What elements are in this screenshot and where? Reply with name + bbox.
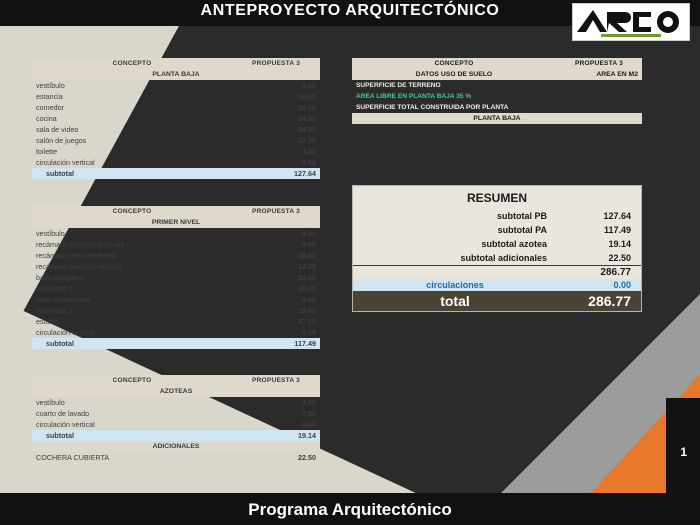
table-row <box>32 135 320 146</box>
row-value: 4.00 <box>302 81 316 90</box>
table-planta-baja <box>32 58 320 179</box>
table-row <box>32 239 320 250</box>
row-value: 22.50 <box>298 453 316 462</box>
row-value: 4.00 <box>302 229 316 238</box>
row-label: cocina <box>36 114 57 123</box>
section-row-planta-baja <box>352 113 642 124</box>
row-label: recámara 3 <box>36 306 73 315</box>
row-label: AREA LIBRE EN PLANTA BAJA 35 % <box>356 93 472 100</box>
resumen-label: subtotal adicionales <box>460 252 547 263</box>
row-value: 20.00 <box>298 103 316 112</box>
row-label: estancia <box>36 92 63 101</box>
arco-logo <box>572 3 690 41</box>
subtotal-label: subtotal <box>32 168 232 179</box>
col-propuesta: PROPUESTA 3 <box>232 58 320 69</box>
table-row <box>352 91 642 102</box>
table-row <box>32 283 320 294</box>
col-propuesta: PROPUESTA 3 <box>556 58 642 69</box>
table-uso-suelo <box>352 58 642 124</box>
row-value: 8.64 <box>302 420 316 429</box>
row-value: 15.75 <box>298 284 316 293</box>
table-row <box>352 80 642 91</box>
col-concepto: CONCEPTO <box>32 375 232 386</box>
subtotal-row <box>32 430 320 441</box>
col-propuesta: PROPUESTA 3 <box>232 375 320 386</box>
row-label: comedor <box>36 103 64 112</box>
row-value: 7.50 <box>302 409 316 418</box>
table-primer-nivel <box>32 206 320 349</box>
row-value: 24.00 <box>298 114 316 123</box>
row-label: recámara principal dormir <box>36 251 118 260</box>
section-row <box>352 69 642 80</box>
row-value: 24.00 <box>298 125 316 134</box>
resumen-value: 127.64 <box>603 211 631 221</box>
page-title: ANTEPROYECTO ARQUITECTÓNICO <box>200 2 500 19</box>
row-value: 16.00 <box>298 92 316 101</box>
section-row <box>32 386 320 397</box>
section-label: DATOS USO DE SUELO <box>352 69 556 80</box>
row-label: vestíbulo <box>36 398 65 407</box>
table-row <box>32 124 320 135</box>
row-label: toilette <box>36 147 58 156</box>
col-concepto: CONCEPTO <box>32 58 232 69</box>
section-label: ADICIONALES <box>32 441 320 452</box>
table-header-row <box>32 375 320 386</box>
resumen-row <box>353 251 641 265</box>
subtotal-value: 127.64 <box>232 168 320 179</box>
resumen-label: subtotal PB <box>496 211 547 221</box>
table-header-row <box>32 206 320 217</box>
table-row <box>32 272 320 283</box>
row-value: 3.00 <box>302 398 316 407</box>
resumen-row <box>353 209 641 223</box>
table-azoteas <box>32 375 320 463</box>
circulaciones-value: 0.00 <box>613 280 631 290</box>
row-value: 15.75 <box>298 306 316 315</box>
col-concepto: CONCEPTO <box>32 206 232 217</box>
row-value <box>556 91 642 102</box>
total-value: 286.77 <box>588 293 631 309</box>
resumen-row <box>353 223 641 237</box>
table-row <box>32 261 320 272</box>
table-row <box>32 397 320 408</box>
row-value: 8.00 <box>302 295 316 304</box>
row-value: 17.10 <box>298 317 316 326</box>
table-row <box>32 294 320 305</box>
row-label: sala de video <box>36 125 79 134</box>
resumen-sum-row <box>353 265 641 279</box>
row-label: baño compartido <box>36 295 90 304</box>
subtotal-value: 117.49 <box>232 338 320 349</box>
slide-number: 1 <box>680 445 688 459</box>
row-value: 8.64 <box>302 328 316 337</box>
footer-title: Programa Arquitectónico <box>248 500 452 519</box>
row-value: 8.00 <box>302 240 316 249</box>
table-row <box>32 80 320 91</box>
resumen-panel <box>352 185 642 312</box>
section-label: PLANTA BAJA <box>32 69 320 80</box>
table-row <box>32 408 320 419</box>
table-row <box>32 250 320 261</box>
section-row <box>32 217 320 228</box>
section-row <box>32 69 320 80</box>
table-header-row <box>32 58 320 69</box>
row-label: circulación vertical <box>36 158 95 167</box>
table-row <box>32 327 320 338</box>
resumen-table <box>353 209 641 279</box>
table-row <box>32 452 320 463</box>
resumen-value: 19.14 <box>608 239 631 249</box>
row-value: 27.00 <box>298 136 316 145</box>
row-value <box>556 102 642 113</box>
resumen-row <box>353 237 641 251</box>
unit-label: AREA EN M2 <box>556 69 642 80</box>
table-row <box>32 157 320 168</box>
table-row <box>32 113 320 124</box>
col-propuesta: PROPUESTA 3 <box>232 206 320 217</box>
subtotal-label: subtotal <box>32 338 232 349</box>
table-row <box>32 91 320 102</box>
row-value: 8.64 <box>302 158 316 167</box>
table-row <box>32 305 320 316</box>
section-label: PLANTA BAJA <box>352 113 642 124</box>
row-label: SUPERFICIE TOTAL CONSTRUIDA POR PLANTA <box>356 104 509 111</box>
row-label: COCHERA CUBIERTA <box>36 453 110 462</box>
resumen-label: subtotal PA <box>497 225 547 235</box>
table-row <box>32 419 320 430</box>
section-label: PRIMER NIVEL <box>32 217 320 228</box>
circulaciones-row <box>353 279 641 291</box>
row-value: 10.00 <box>298 273 316 282</box>
row-value: 18.00 <box>298 251 316 260</box>
section-label: AZOTEAS <box>32 386 320 397</box>
table-header-row <box>352 58 642 69</box>
row-value: 4.00 <box>302 147 316 156</box>
total-label: total <box>440 293 470 309</box>
subtotal-value: 19.14 <box>232 430 320 441</box>
row-label: baño completo <box>36 273 84 282</box>
row-label: recámara 2 <box>36 284 73 293</box>
table-row <box>352 102 642 113</box>
row-label: recámara principal antesala <box>36 240 125 249</box>
row-label: recámara principal vestidor <box>36 262 123 271</box>
total-row <box>353 291 641 311</box>
table-row <box>32 316 320 327</box>
subtotal-row <box>32 168 320 179</box>
row-label: circulación vertical <box>36 328 95 337</box>
table-row <box>32 146 320 157</box>
row-label: SUPERFICIE DE TERRENO <box>356 82 441 89</box>
row-label: salón de juegos <box>36 136 87 145</box>
row-value <box>556 80 642 91</box>
resumen-value: 22.50 <box>608 252 631 263</box>
logo-icon <box>573 4 689 40</box>
row-label: estudio <box>36 317 60 326</box>
row-label: vestíbulo <box>36 81 65 90</box>
circulaciones-label: circulaciones <box>426 280 484 290</box>
row-value: 12.25 <box>298 262 316 271</box>
col-concepto: CONCEPTO <box>352 58 556 69</box>
row-label: vestíbulo <box>36 229 65 238</box>
section-row-adicionales <box>32 441 320 452</box>
table-row <box>32 102 320 113</box>
resumen-sum-value: 286.77 <box>557 265 641 279</box>
resumen-label: subtotal azotea <box>481 239 547 249</box>
table-row <box>32 228 320 239</box>
row-label: circulación vertical <box>36 420 95 429</box>
subtotal-row <box>32 338 320 349</box>
resumen-title: RESUMEN <box>466 191 527 205</box>
row-label: cuarto de lavado <box>36 409 90 418</box>
resumen-value: 117.49 <box>603 225 631 235</box>
subtotal-label: subtotal <box>32 430 232 441</box>
